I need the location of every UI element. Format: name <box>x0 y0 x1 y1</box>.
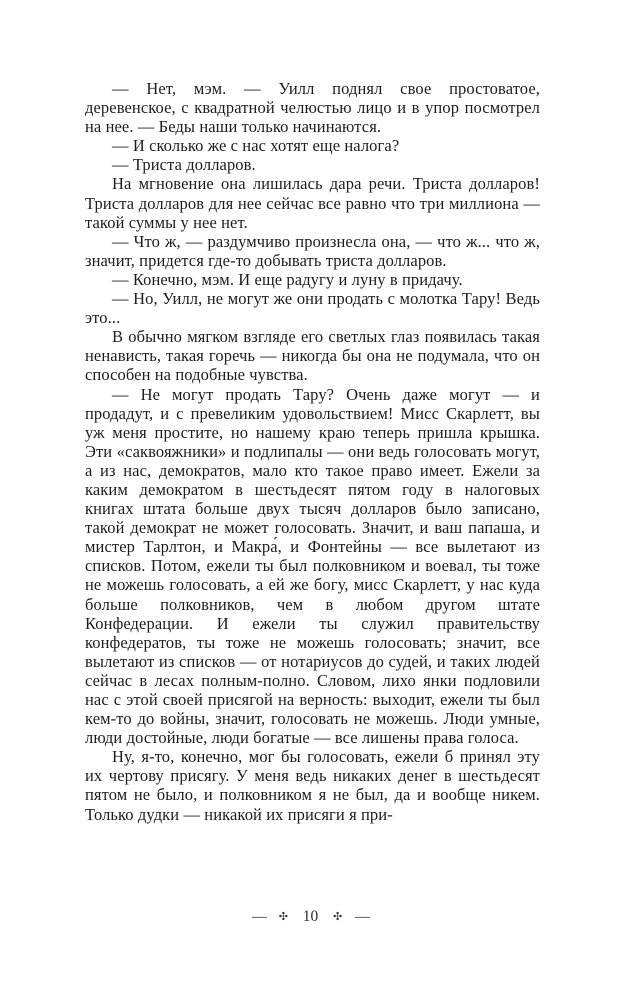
paragraph: — Конечно, мэм. И еще радугу и луну в придачу. <box>112 269 463 289</box>
footer-ornament-right-icon: ✣ <box>333 911 343 923</box>
paragraph: — Что ж, — раздумчиво произнесла она, — что ж... что ж, значит, придется где-то добывать триста долларов. <box>85 231 540 270</box>
paragraph: В обычно мягком взгляде его светлых глаз появилась такая ненависть, такая горечь — никогда бы она не подумала, что он способен на подобные чувства. <box>85 327 540 385</box>
paragraph: — Нет, мэм. — Уилл поднял свое простоватое, деревенское, с квадратной челюстью лицо и в упор посмотрел на нее. — Беды наши только начинаются. <box>85 79 540 137</box>
footer-ornament-left-icon: ✣ <box>278 911 288 923</box>
paragraph: — Не могут продать Тару? Очень даже могут — и продадут, и с превеликим удовольствием! Мисс Скарлетт, вы уж меня простите, но нашему краю теперь пришла крышка. Эти «саквояжники» и подлипалы — они ведь голосовать могут, а из нас, демократов, мало кто такое право имеет. Ежели за каким демократом в шестьдесят пятом году в налоговых книгах штата больше двух тысяч долларов было записано, такой демократ не может голосовать. Значит, и ваш папаша, и мистер Тарлтон, и Макра́, и Фонтейны — все вылетают из списков. Потом, ежели ты был полковником и воевал, ты тоже не можешь голосовать, а ей же богу, мисс Скарлетт, у нас куда больше полковников, чем в любом другом штате Конфедерации. И ежели ты служил правительству конфедератов, ты тоже не можешь голосовать; значит, все вылетают из списков — от нотариусов до судей, и таких людей сейчас в лесах полным-полно. Словом, лихо янки подловили нас с этой своей присягой на верность: выходит, ежели ты был кем-то до войны, значит, голосовать не можешь. Люди умные, люди достойные, люди богатые — все лишены права голоса. <box>85 384 540 748</box>
page-footer <box>0 908 621 926</box>
paragraph: — Но, Уилл, не могут же они продать с молотка Тару! Ведь это... <box>85 289 540 328</box>
page-number: 10 <box>302 908 319 925</box>
page-text <box>85 79 540 824</box>
paragraph: — Триста долларов. <box>112 155 256 175</box>
paragraph: — И сколько же с нас хотят еще налога? <box>112 136 400 156</box>
footer-dash-left: — <box>252 909 267 925</box>
paragraph: На мгновение она лишилась дара речи. Триста долларов! Триста долларов для нее сейчас все равно что три миллиона — такой суммы у нее нет. <box>85 174 540 232</box>
footer-dash-right: — <box>354 909 369 925</box>
paragraph: Ну, я-то, конечно, мог бы голосовать, ежели б принял эту их чертову присягу. У меня ведь никаких денег в шестьдесят пятом не было, и полковником я не был, да и вообще никем. Только дудки — никакой их присяги я при- <box>85 747 540 824</box>
